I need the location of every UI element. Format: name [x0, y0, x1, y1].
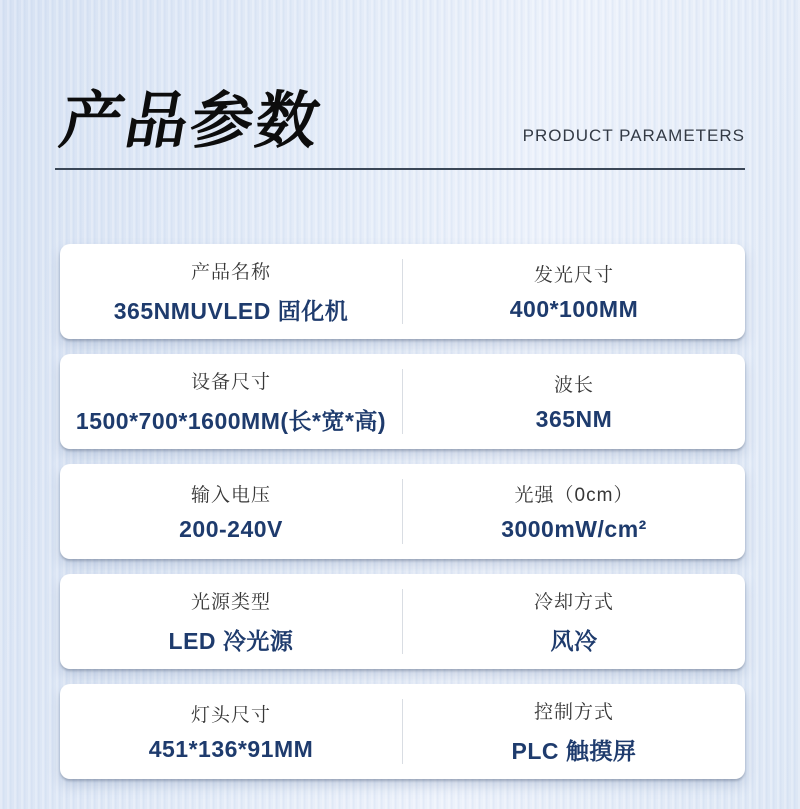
spec-value: 风冷	[550, 628, 598, 654]
spec-value: 365NM	[535, 406, 613, 432]
spec-card-input-voltage	[60, 464, 745, 559]
spec-card-lamp-head	[60, 684, 745, 779]
spec-cell	[60, 464, 402, 559]
spec-label: 设备尺寸	[190, 372, 271, 393]
spec-value: PLC 触摸屏	[511, 738, 637, 764]
page-title: 产品参数	[55, 87, 328, 156]
spec-value: 1500*700*1600MM(长*宽*高)	[75, 408, 387, 434]
spec-label: 光强（0cm）	[514, 485, 634, 506]
header	[0, 0, 800, 170]
spec-cell	[403, 244, 745, 339]
spec-cell	[403, 574, 745, 669]
spec-value: 3000mW/cm²	[501, 516, 647, 542]
spec-value: LED 冷光源	[168, 628, 294, 654]
spec-label: 冷却方式	[533, 592, 614, 613]
spec-label: 产品名称	[190, 262, 271, 283]
spec-label: 光源类型	[190, 592, 271, 613]
spec-card-product-name	[60, 244, 745, 339]
spec-cell	[60, 244, 402, 339]
spec-cell	[403, 354, 745, 449]
spec-cell	[60, 684, 402, 779]
spec-cell	[60, 574, 402, 669]
spec-card-light-source	[60, 574, 745, 669]
spec-value: 400*100MM	[509, 296, 639, 322]
spec-label: 输入电压	[190, 485, 271, 506]
page-subtitle: PRODUCT PARAMETERS	[522, 126, 745, 146]
spec-cell	[60, 354, 402, 449]
spec-card-list	[60, 244, 745, 794]
spec-card-device-size	[60, 354, 745, 449]
spec-label: 控制方式	[533, 702, 614, 723]
spec-cell	[403, 684, 745, 779]
spec-cell	[403, 464, 745, 559]
spec-value: 365NMUVLED 固化机	[113, 298, 349, 324]
spec-label: 波长	[553, 375, 594, 396]
spec-label: 发光尺寸	[533, 265, 614, 286]
spec-value: 451*136*91MM	[148, 736, 314, 762]
spec-label: 灯头尺寸	[190, 705, 271, 726]
header-divider	[55, 168, 745, 170]
spec-value: 200-240V	[179, 516, 283, 542]
